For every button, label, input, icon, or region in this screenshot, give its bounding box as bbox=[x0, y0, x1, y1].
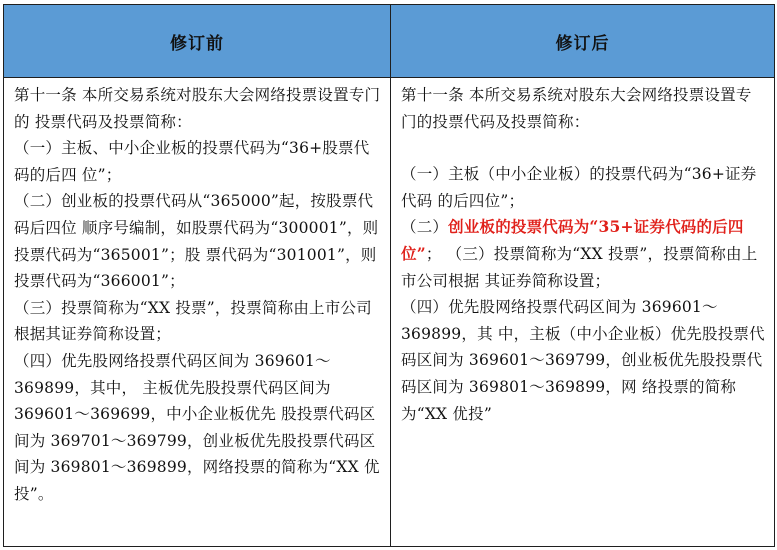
before-header: 修订前 bbox=[4, 5, 390, 78]
after-content bbox=[391, 78, 774, 427]
after-item-2-prefix: （二） bbox=[401, 218, 449, 237]
revision-comparison-table bbox=[3, 4, 775, 547]
after-item-2-highlight: 创业板的投票代码为“35+证券代码的后四位” bbox=[401, 217, 744, 263]
after-header: 修订后 bbox=[391, 5, 774, 78]
after-item-2-3 bbox=[401, 214, 766, 294]
after-item-3-text: ； （三）投票简称为“XX 投票”，投票简称由上市公司根据 其证券简称设置； bbox=[401, 244, 758, 290]
after-item-1: （一）主板（中小企业板）的投票代码为“36+证券代码 的后四位”； bbox=[401, 165, 757, 210]
after-column bbox=[391, 5, 774, 546]
before-content bbox=[4, 78, 390, 508]
before-article-intro: 第十一条 本所交易系统对股东大会网络投票设置专门的 投票代码及投票简称： bbox=[14, 86, 381, 131]
before-column bbox=[4, 5, 391, 546]
after-article-intro: 第十一条 本所交易系统对股东大会网络投票设置专 门的投票代码及投票简称： bbox=[401, 86, 752, 131]
before-item-3: （三）投票简称为“XX 投票”，投票简称由上市公司根据其证券简称设置； bbox=[14, 298, 372, 344]
after-item-4: （四）优先股网络投票代码区间为 369601～369899，其 中，主板（中小企业板）优先股投票代码区间为 369601～369799，创业板优先股投票代码区间为 369801～369899，网 络投票的简称为“XX 优投” bbox=[401, 298, 765, 423]
before-item-2: （二）创业板的投票代码从“365000”起，按股票代码后四位 顺序号编制，如股票代码为“300001”，则投票代码为“365001”；股 票代码为“301001”，则投票代码为“366001”； bbox=[14, 192, 379, 291]
before-item-1: （一）主板、中小企业板的投票代码为“36+股票代码的后四 位”； bbox=[14, 139, 370, 184]
before-item-4: （四）优先股网络投票代码区间为 369601～369899，其中， 主板优先股投票代码区间为 369601～369699，中小企业板优先 股投票代码区间为 369701～369799，创业板优先股投票代码区间为 369801～369899，网络投票的简称为“XX 优投”。 bbox=[14, 351, 380, 503]
blank-line bbox=[401, 135, 766, 161]
